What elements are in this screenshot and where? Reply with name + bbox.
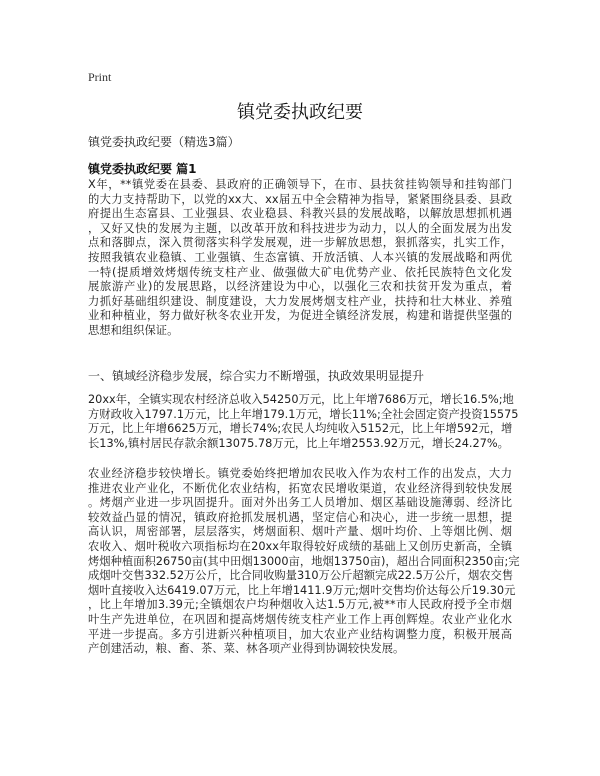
paragraph-intro (88, 178, 512, 339)
subsection-heading: 一、镇域经济稳步发展，综合实力不断增强，执政效果明显提升 (88, 369, 425, 383)
paragraph-line: 府提出生态富县、工业强县、农业稳县、科教兴县的发展战略，以解放思想抓机遇 (88, 207, 512, 221)
document-title: 镇党委执政纪要 (237, 102, 363, 123)
paragraph-line: 方财政收入1797.1万元，比上年增179.1万元，增长11%;全社会固定资产投资15575 (88, 407, 519, 421)
paragraph-agriculture (88, 467, 520, 657)
paragraph-line: 点和落脚点，深入贯彻落实科学发展观，进一步解放思想，狠抓落实，扎实工作， (88, 236, 512, 250)
paragraph-line: 业和种植业，努力做好秋冬农业开发，为促进全镇经济发展，构建和谐提供坚强的 (88, 309, 512, 323)
paragraph-line: 烟叶直接收入达6419.07万元，比上年增1411.9万元;烟叶交售均价达每公斤19.30元 (88, 583, 516, 597)
paragraph-line: 20xx年，全镇实现农村经济总收入54250万元，比上年增7686万元，增长16.5%;地 (88, 393, 514, 406)
paragraph-line: 成烟叶交售332.52万公斤，比合同收购量310万公斤超额完成22.5万公斤，烟农交售 (88, 569, 514, 583)
paragraph-line: 一特(提质增效烤烟传统支柱产业、做强做大矿电优势产业、依托民族特色文化发 (88, 265, 512, 279)
section-heading: 镇党委执政纪要 篇1 (88, 162, 197, 176)
paragraph-line: 长13%,镇村居民存款余额13075.78万元，比上年增2553.92万元，增长24.27%。 (88, 436, 509, 450)
paragraph-line: 烤烟种植面积26750亩(其中田烟13000亩，地烟13750亩)，超出合同面积2350亩;完 (88, 554, 520, 568)
paragraph-line: 推进农业产业化，不断优化农业结构，拓宽农民增收渠道，农业经济得到较快发展 (88, 481, 512, 495)
paragraph-line: ，又好又快的发展为主题，以改革开放和科技进步为动力，以人的全面发展为出发 (88, 221, 512, 235)
paragraph-line: 高认识，周密部署，层层落实，烤烟面积、烟叶产量、烟叶均价、上等烟比例、烟 (88, 525, 512, 539)
paragraph-economy (88, 393, 519, 451)
paragraph-line: 平进一步提高。多方引进新兴种植项目，加大农业产业结构调整力度，积极开展高 (88, 627, 512, 641)
paragraph-line: 展旅游产业)的发展思路，以经济建设为中心，以强化三农和扶贫开发为重点，着 (88, 280, 512, 294)
paragraph-line: 叶生产先进单位，在巩固和提高烤烟传统支柱产业工作上再创辉煌。农业产业化水 (88, 612, 512, 626)
paragraph-line: 力抓好基础组织建设、制度建设，大力发展烤烟支柱产业，扶持和壮大林业、养殖 (88, 294, 512, 308)
paragraph-line: 农收入、烟叶税收六项指标均在20xx年取得较好成绩的基础上又创历史新高，全镇 (88, 539, 512, 553)
paragraph-line: 按照我镇农业稳镇、工业强镇、生态富镇、开放活镇、人本兴镇的发展战略和两优 (88, 250, 512, 264)
print-label[interactable]: Print (88, 70, 112, 84)
paragraph-line: X年，**镇党委在县委、县政府的正确领导下，在市、县扶贫挂钩领导和挂钩部门 (88, 178, 512, 191)
paragraph-line: 。烤烟产业进一步巩固提升。面对外出务工人员增加、烟区基础设施薄弱、经济比 (88, 496, 512, 510)
paragraph-line: 农业经济稳步较快增长。镇党委始终把增加农民收入作为农村工作的出发点，大力 (88, 467, 512, 480)
paragraph-line: 产创建活动，粮、畜、茶、菜、林各项产业得到协调较快发展。 (88, 642, 405, 656)
paragraph-line: 万元，比上年增6625万元，增长74%;农民人均纯收入5152元，比上年增592元，增 (88, 422, 513, 436)
paragraph-line: ，比上年增加3.39元;全镇烟农户均种烟收入达1.5万元,被**市人民政府授予全市烟 (88, 598, 512, 612)
paragraph-line: 思想和组织保证。 (88, 323, 179, 337)
document-subtitle: 镇党委执政纪要（精选3篇） (88, 135, 240, 149)
paragraph-line: 的大力支持帮助下，以党的xx大、xx届五中全会精神为指导，紧紧围绕县委、县政 (88, 192, 512, 206)
paragraph-line: 较效益凸显的情况，镇政府抢抓发展机遇，坚定信心和决心，进一步统一思想，提 (88, 510, 512, 524)
